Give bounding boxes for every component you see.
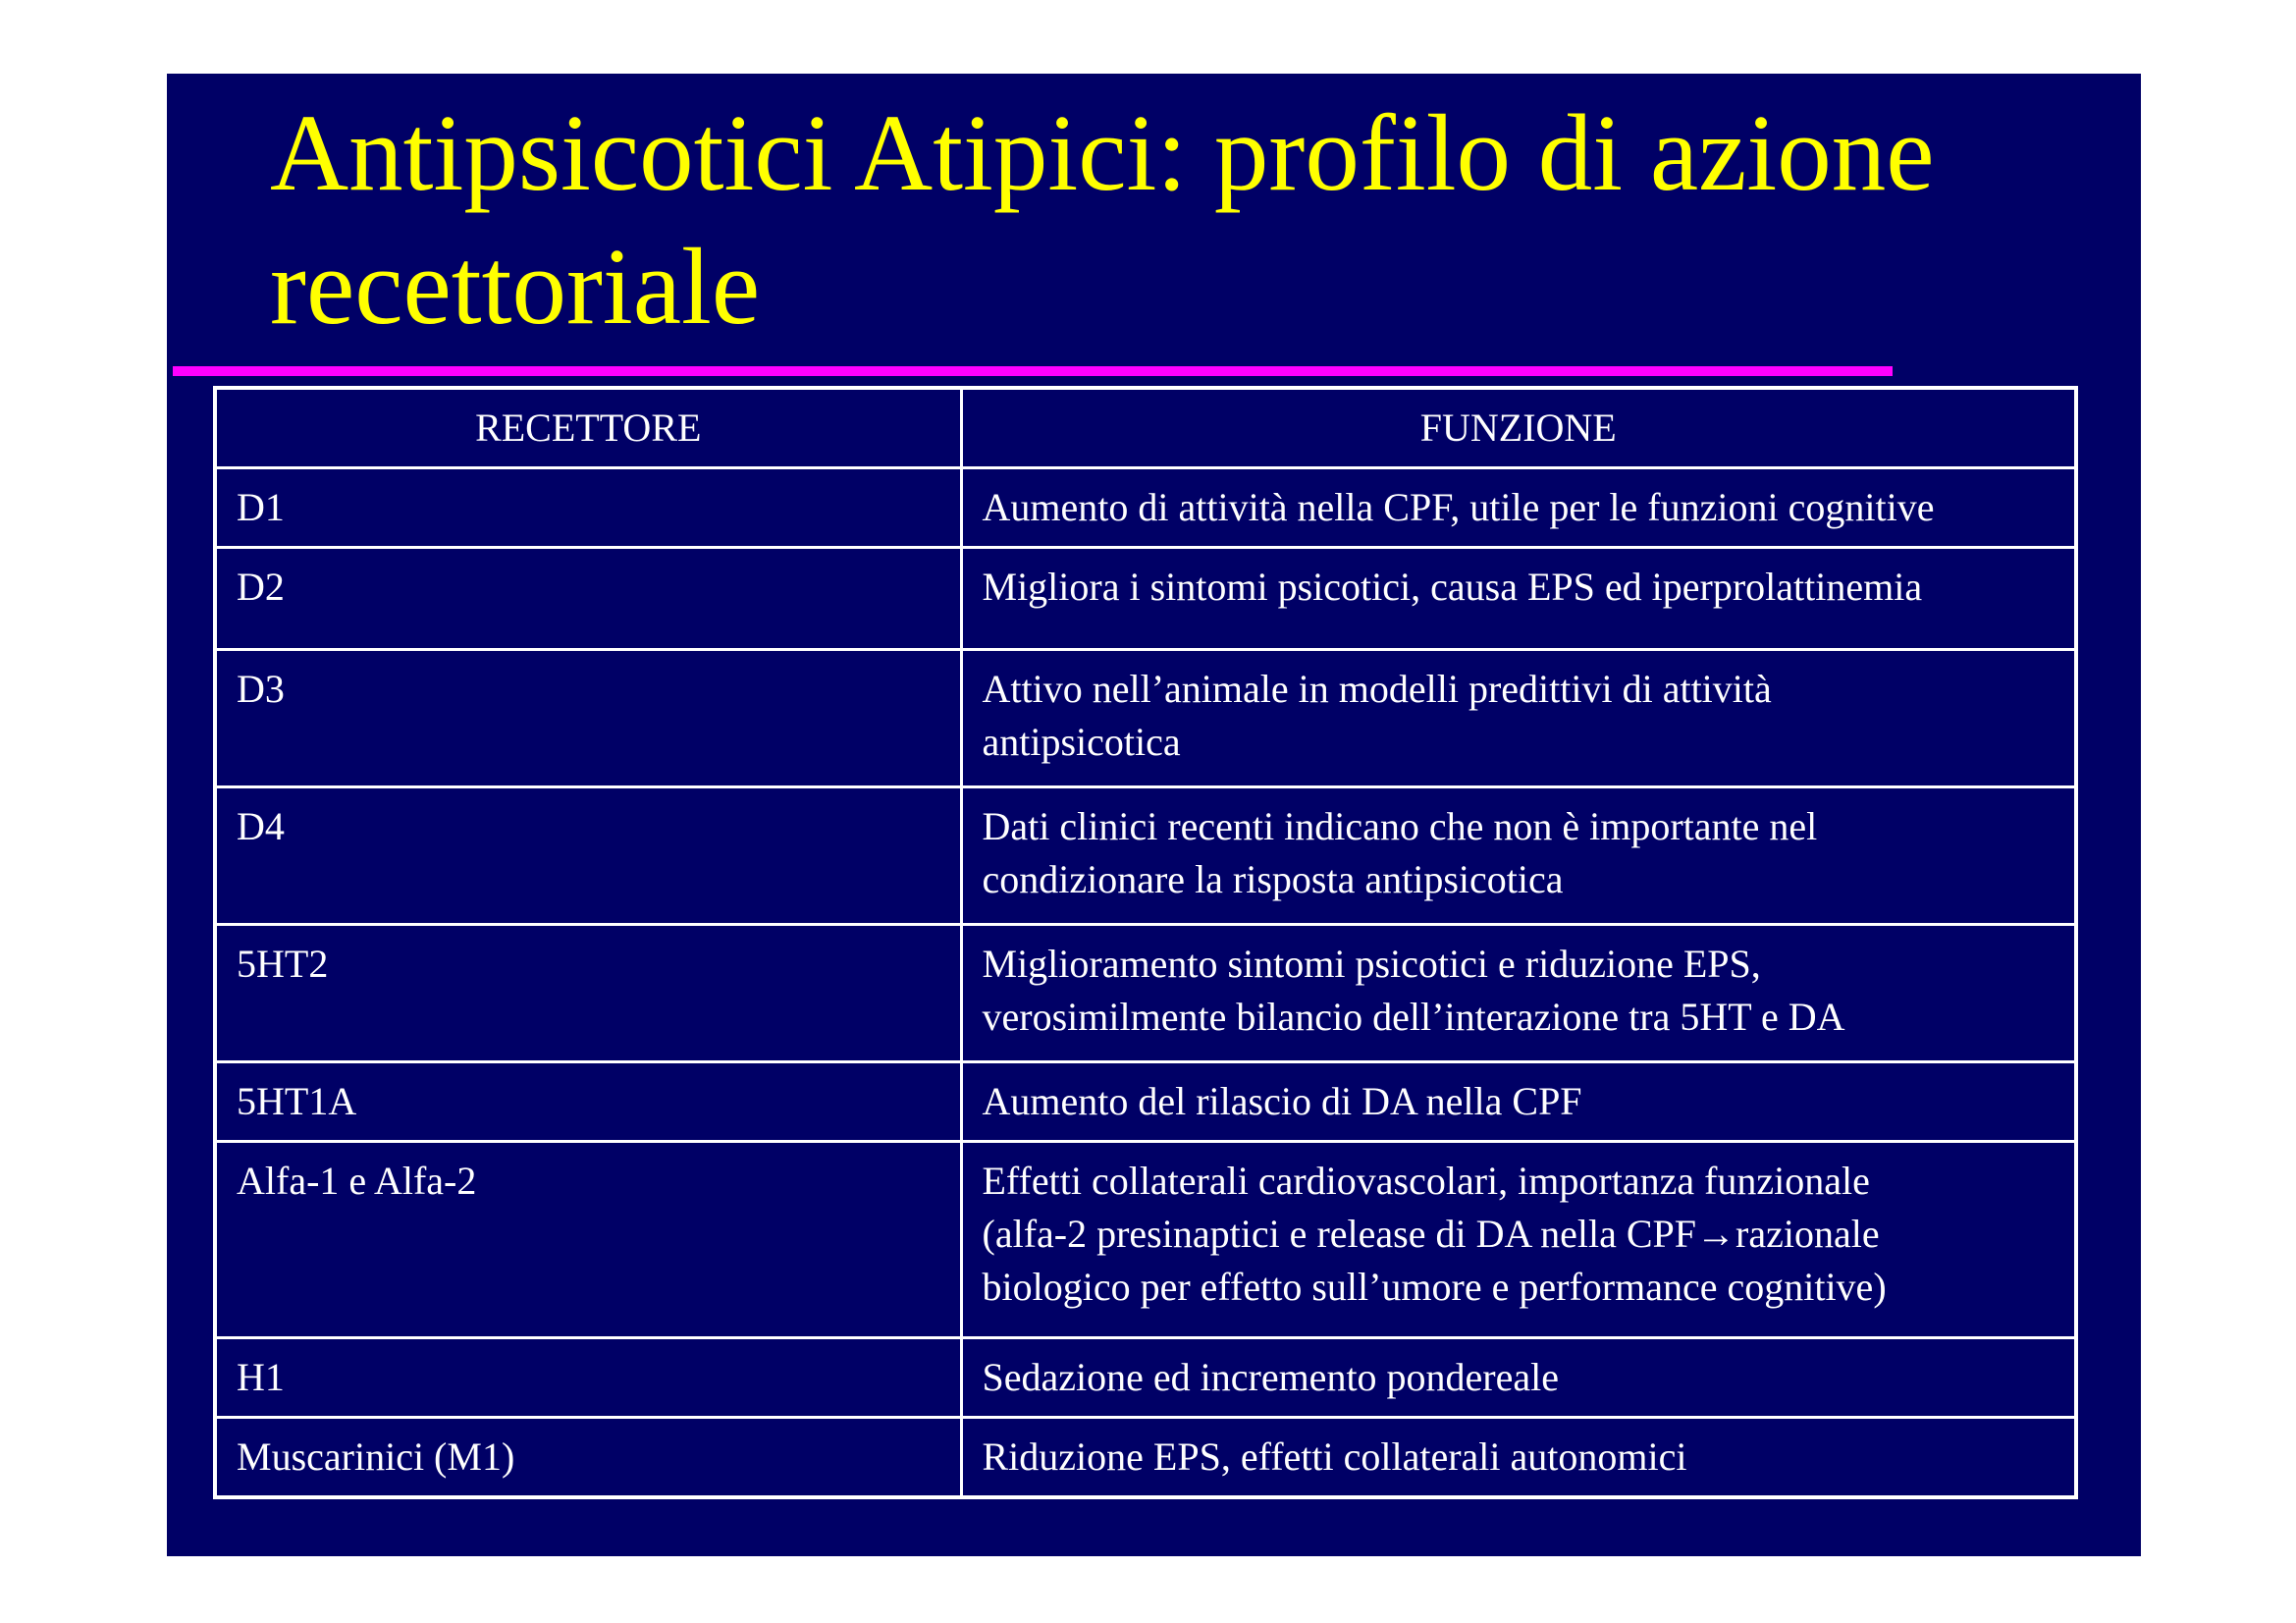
cell-recettore: 5HT2 bbox=[215, 925, 961, 1062]
cell-funzione: Effetti collaterali cardiovascolari, importanza funzionale (alfa-2 presinaptici e release di DA nella CPF→razionale biologico per effetto sull’umore e performance cognitive) bbox=[961, 1142, 2076, 1338]
cell-recettore: D3 bbox=[215, 650, 961, 787]
cell-funzione: Aumento del rilascio di DA nella CPF bbox=[961, 1062, 2076, 1142]
cell-funzione: Miglioramento sintomi psicotici e riduzione EPS, verosimilmente bilancio dell’interazione tra 5HT e DA bbox=[961, 925, 2076, 1062]
cell-funzione: Riduzione EPS, effetti collaterali autonomici bbox=[961, 1418, 2076, 1498]
slide-title: Antipsicotici Atipici: profilo di azione recettoriale bbox=[270, 93, 1935, 348]
cell-funzione: Attivo nell’animale in modelli predittivi di attività antipsicotica bbox=[961, 650, 2076, 787]
cell-recettore: D1 bbox=[215, 468, 961, 548]
slide bbox=[167, 74, 2141, 1556]
cell-recettore: 5HT1A bbox=[215, 1062, 961, 1142]
table-row bbox=[215, 548, 2076, 650]
table-row bbox=[215, 468, 2076, 548]
header-recettore: RECETTORE bbox=[215, 388, 961, 468]
cell-recettore: D2 bbox=[215, 548, 961, 650]
header-funzione: FUNZIONE bbox=[961, 388, 2076, 468]
cell-funzione: Migliora i sintomi psicotici, causa EPS ed iperprolattinemia bbox=[961, 548, 2076, 650]
receptor-table bbox=[213, 386, 2078, 1499]
cell-funzione: Aumento di attività nella CPF, utile per le funzioni cognitive bbox=[961, 468, 2076, 548]
cell-recettore: H1 bbox=[215, 1338, 961, 1418]
cell-recettore: Alfa-1 e Alfa-2 bbox=[215, 1142, 961, 1338]
cell-recettore: D4 bbox=[215, 787, 961, 925]
table-row bbox=[215, 1062, 2076, 1142]
table-row bbox=[215, 1142, 2076, 1338]
table-row bbox=[215, 1338, 2076, 1418]
cell-recettore: Muscarinici (M1) bbox=[215, 1418, 961, 1498]
cell-funzione: Dati clinici recenti indicano che non è importante nel condizionare la risposta antipsicotica bbox=[961, 787, 2076, 925]
table-header-row bbox=[215, 388, 2076, 468]
table-row bbox=[215, 787, 2076, 925]
title-underline bbox=[173, 366, 1893, 376]
table-row bbox=[215, 650, 2076, 787]
table-row bbox=[215, 925, 2076, 1062]
table-row bbox=[215, 1418, 2076, 1498]
cell-funzione: Sedazione ed incremento pondereale bbox=[961, 1338, 2076, 1418]
